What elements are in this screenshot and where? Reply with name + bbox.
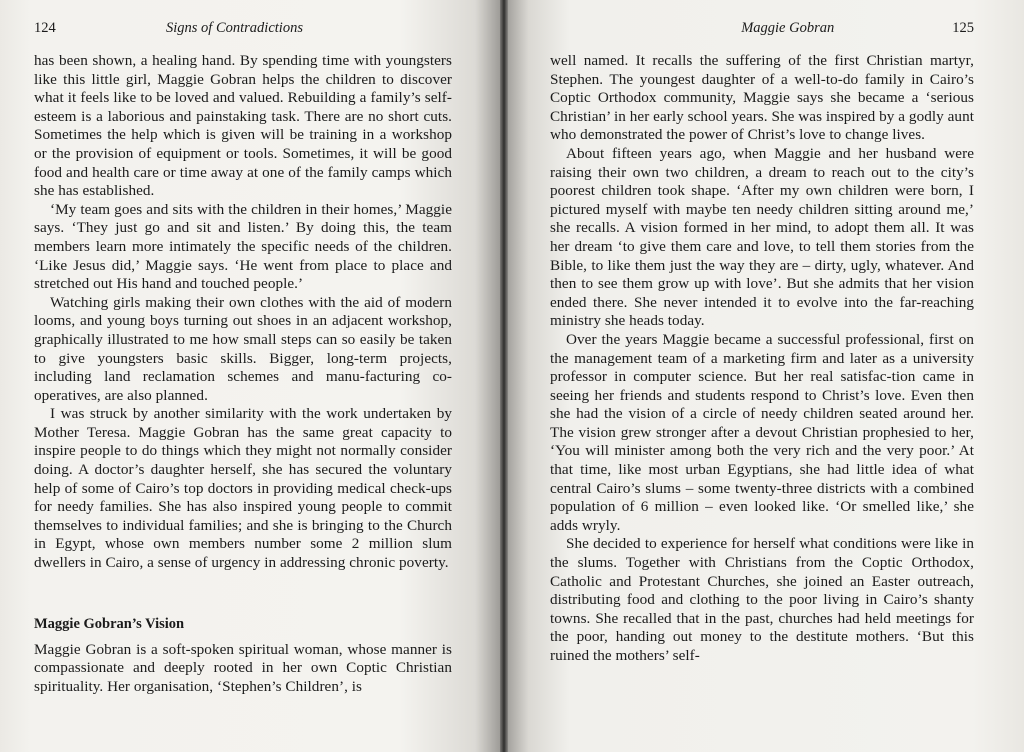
right-page [508, 0, 1024, 752]
paragraph: Over the years Maggie became a successful professional, first on the management team of a marketing firm and later as a university professor in computer science. But her real satisfac-tion came in seeing her friends and students respond to Christ’s love. Even then she had the vision of a circle of needy children seated around her. The vision grew stronger after a devout Christian prophesied to her, ‘You will minister among both the very rich and the very poor.’ At that time, like most urban Egyptians, she had little idea of what central Cairo’s slums – some twenty-three districts with a combined population of 6 million – even looked like. ‘Or smelled like,’ she adds wryly. [550, 330, 974, 534]
paragraph: ‘My team goes and sits with the children in their homes,’ Maggie says. ‘They just go and sit and listen.’ By doing this, the team members learn more intimately the specific needs of the children. ‘Like Jesus did,’ Maggie says. ‘He went from place to place and stretched out His hand and touched people.’ [34, 200, 452, 293]
running-title: Maggie Gobran [741, 20, 835, 36]
page-number: 124 [34, 20, 56, 36]
page-number: 125 [952, 20, 974, 36]
left-page-body [34, 52, 452, 696]
paragraph: has been shown, a healing hand. By spending time with youngsters like this little girl, Maggie Gobran helps the children to discover what it feels like to be loved and valued. Rebuilding a family’s self-esteem is a laborious and painstaking task. There are no short cuts. Sometimes the help which is given will be training in a workshop or the provision of equipment or tools. Sometimes, it will be good food and health care or time away at one of the family camps which she has established. [34, 52, 452, 200]
book-gutter [500, 0, 508, 752]
left-page-header [34, 20, 452, 44]
paragraph: Maggie Gobran is a soft-spoken spiritual woman, whose manner is compassionate and deeply rooted in her own Coptic Christian spirituality. Her organisation, ‘Stephen’s Children’, is [34, 640, 452, 695]
left-page [0, 0, 500, 752]
right-page-header [550, 20, 974, 44]
paragraph: well named. It recalls the suffering of the first Christian martyr, Stephen. The youngest daughter of a well-to-do family in Cairo’s Coptic Orthodox community, Maggie says she became a ‘serious Christian’ in her early school years. She was inspired by a godly aunt who demonstrated the power of Christ’s love to change lives. [550, 52, 974, 144]
paragraph: Watching girls making their own clothes with the aid of modern looms, and young boys turning out shoes in an adjacent workshop, graphically illustrated to me how small steps can so easily be taken to give youngsters basic skills. Bigger, long-term projects, including land reclamation schemes and manu-facturing co-operatives, are also planned. [34, 293, 452, 404]
right-page-body [550, 52, 974, 666]
section-heading: Maggie Gobran’s Vision [34, 615, 185, 632]
paragraph: She decided to experience for herself what conditions were like in the slums. Together with Christians from the Coptic Orthodox, Catholic and Protestant Churches, she joined an Easter outreach, distributing food and clothing to the poor living in Cairo’s shanty towns. She recalled that in the past, churches had held meetings for the poor, handing out money to the destitute mothers. ‘But this ruined the mothers’ self- [550, 535, 974, 664]
paragraph: I was struck by another similarity with the work undertaken by Mother Teresa. Maggie Gobran has the same great capacity to inspire people to do things which they might not normally consider doing. A doctor’s daughter herself, she has secured the voluntary help of some of Cairo’s top doctors in providing medical check-ups for needy families. She has also inspired young people to commit themselves to individual families; and she is bringing to the Church in Egypt, whose own members number some 2 million slum dwellers in Cairo, a sense of urgency in addressing chronic poverty. [34, 405, 452, 572]
paragraph: About fifteen years ago, when Maggie and her husband were raising their own two children, a dream to reach out to the city’s poorest children took shape. ‘After my own children were born, I pictured myself with maybe ten needy children sitting around me,’ she recalls. A vision formed in her mind, to adopt them all. It was her dream ‘to give them care and love, to tell them stories from the Bible, to like them just the way they are – dirty, ugly, whatever. And then to see them grow up with love’. But she admits that her vision ended there. She never intended it to evolve into the far-reaching ministry she heads today. [550, 144, 974, 330]
running-title: Signs of Contradictions [166, 20, 303, 36]
